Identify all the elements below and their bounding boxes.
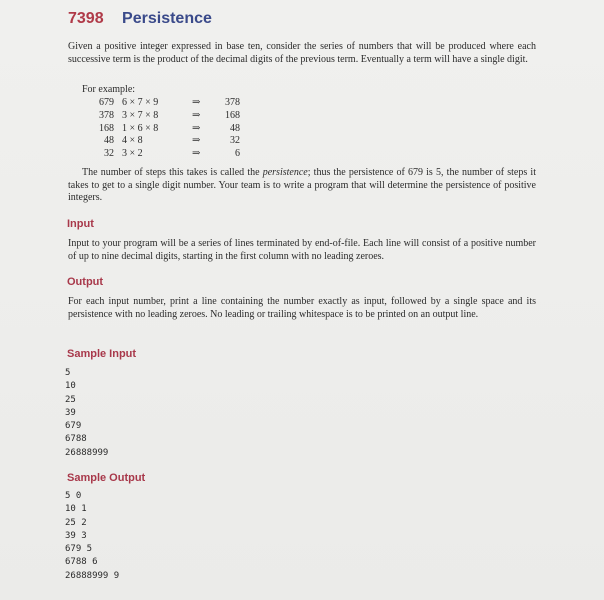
arrow-icon: ⇒ [192,122,201,134]
definition-paragraph [68,167,536,205]
sample-input-line: 25 [65,394,76,405]
example-row [86,135,240,148]
example-number: 679 [99,97,114,108]
sample-input-line: 10 [65,381,76,392]
sample-output-heading: Sample Output [67,472,146,484]
example-expression: 4 × 8 [122,135,143,147]
example-row [86,148,240,161]
sample-output-line: 10 1 [65,504,87,515]
example-result: 168 [225,109,240,121]
arrow-icon: ⇒ [192,148,201,160]
output-paragraph: For each input number, print a line containing the number exactly as input, followed by a single space and its persistence with no leading zeroes. No leading or trailing whitespace is to be printed on an output line. [68,296,536,320]
problem-name: Persistence [122,10,212,27]
sample-input-line: 26888999 [65,447,109,458]
example-result: 48 [230,122,240,134]
example-number: 378 [99,109,114,121]
sample-input-line: 5 [65,368,71,378]
example-result: 32 [230,135,240,147]
example-expression: 1 × 6 × 8 [122,122,159,134]
page-title [68,10,212,28]
example-number: 48 [104,135,114,147]
sample-input-block [65,367,108,460]
arrow-icon: ⇒ [192,97,201,108]
persistence-term: persistence [262,167,308,178]
example-row [86,123,240,136]
sample-output-line: 26888999 9 [65,570,120,581]
intro-paragraph: Given a positive integer expressed in base ten, consider the series of numbers that will be produced where each successive term is the product of the decimal digits of the previous term. Eventually a term will have a single digit. [68,41,536,65]
example-number: 168 [99,122,114,134]
example-expression: 3 × 7 × 8 [122,109,159,121]
sample-input-heading: Sample Input [67,348,137,360]
example-row [86,97,240,110]
problem-number: 7398 [68,10,104,27]
sample-output-line: 6788 6 [65,557,98,568]
example-row [86,110,240,123]
sample-input-line: 679 [65,421,82,432]
example-label: For example: [82,84,136,95]
sample-output-line: 39 3 [65,530,87,541]
sample-output-line: 5 0 [65,491,82,501]
sample-output-block [65,490,119,583]
input-paragraph: Input to your program will be a series of lines terminated by end-of-file. Each line will consist of a positive number of up to nine decimal digits, starting in the first column with no leading zeroes. [68,238,536,262]
sample-output-line: 679 5 [65,544,93,555]
example-result: 6 [235,148,240,160]
definition-text-before: The number of steps this takes is called the [82,167,263,178]
arrow-icon: ⇒ [192,135,201,147]
example-expression: 3 × 2 [122,148,143,160]
sample-input-line: 39 [65,407,76,418]
definition-text-after: ; thus the persistence of 679 is 5, the number of steps it takes to get to a single digit number. Your team is to write a program that will determine the persistence of positive integers. [68,167,536,203]
arrow-icon: ⇒ [192,109,201,121]
example-expression: 6 × 7 × 9 [122,97,159,108]
output-heading: Output [67,276,104,288]
sample-output-line: 25 2 [65,517,87,528]
example-number: 32 [104,148,114,160]
input-heading: Input [67,218,94,230]
example-table [86,97,240,161]
sample-input-line: 6788 [65,434,87,445]
example-result: 378 [225,97,240,108]
